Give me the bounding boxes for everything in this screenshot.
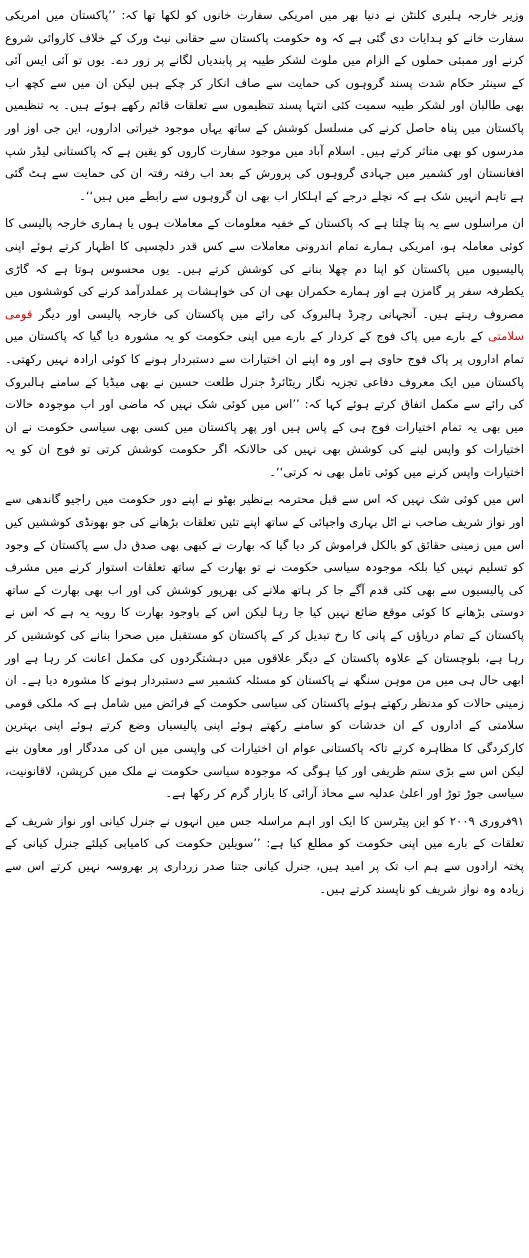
paragraph-2-text-before: ان مراسلوں سے یہ پتا چلتا ہے کہ پاکستان کے خفیہ معلومات کے معاملات ہوں یا ہماری خارجہ پالیسی کا کوئی معاملہ ہو، امریکی ہمارے تمام اندرونی معاملات سے کس قدر دلچسپی کا اظہار کرتے ہوئے اپنی پالیسیوں میں پاکستان کو اپنا دم چھلا بنانے کی کوشش کرتے ہیں۔ یوں محسوس ہوتا ہے کہ گاڑی یکطرفہ سفر پر گامزن ہے اور ہمارے حکمران بھی ان کی خواہشات پر عملدرآمد کرنے کی کوششوں میں مصروف رہتے ہیں۔ آنجہانی رچرڈ ہالبروک کی رائے میں پاکستان کی خارجہ پالیسی اور دیگر: [5, 216, 524, 321]
article-paragraph-2: [5, 212, 524, 483]
article-paragraph-1: وزیر خارجہ ہلیری کلنٹن نے دنیا بھر میں امریکی سفارت خانوں کو لکھا تھا کہ: ’’پاکستان میں امریکی سفارت خانے کو ہدایات دی گئی ہے کہ وہ حکومت پاکستان سے حقانی نیٹ ورک کے خلاف کاروائی شروع کرنے اور ممبئی حملوں کے الزام میں ملوث لشکر طیبہ پر پابندیاں لگانے پر زور دے۔ یوں تو آئی ایس آئی کے سینئر حکام شدت پسند گروہوں کی حمایت سے صاف انکار کر چکے ہیں لیکن ان میں سے کچھ اب بھی طالبان اور لشکر طیبہ سمیت کئی انتہا پسند تنظیموں سے تعلقات قائم رکھے ہوئے ہیں۔ یہ تنظیمیں پاکستان میں پناہ حاصل کرنے کی مسلسل کوشش کے ساتھ یہاں موجود خیراتی اداروں، این جی اوز اور مدرسوں کو بھی متاثر کرتے ہیں۔ اسلام آباد میں موجود سفارت کاروں کو یقین ہے کہ پاکستانی لیڈر شپ افغانستان اور کشمیر میں جہادی گروہوں کی پرورش کے بعد اب رفتہ رفتہ ان کی حمایت سے ہٹ گئی ہے تاہم انہیں شک ہے کہ نچلے درجے کے اہلکار اب بھی ان گروہوں سے رابطے میں ہیں‘‘۔: [5, 8, 524, 203]
paragraph-2-text-after: کے بارے میں پاک فوج کے کردار کے بارے میں اپنی حکومت کو یہ مشورہ دیا گیا کہ پاکستان میں تمام اداروں پر پاک فوج حاوی ہے اور وہ اپنے ان اختیارات سے دستبردار ہونے کا کوئی ارادہ نہیں رکھتی۔ پاکستان میں ایک معروف دفاعی تجزیہ نگار ریٹائرڈ جنرل طلعت حسین نے بھی میڈیا کے سامنے ہالبروک کی رائے سے مکمل اتفاق کرتے ہوئے کہا کہ: ’’اس میں کوئی شک نہیں کہ ماضی اور اب موجودہ حالات میں بھی یہ تمام اختیارات فوج ہی کے پاس ہیں اور پھر پاکستان میں کسی بھی سیاسی حکومت نے ان اختیارات کو واپس لینے کی کوشش بھی نہیں کی حالانکہ اگر حکومت کوشش کرتی تو فوج ان کو یہ اختیارات واپس کرنے میں کوئی تامل بھی نہ کرتی‘‘۔: [5, 329, 524, 479]
highlighted-link-national-security[interactable]: قومی سلامتی: [5, 306, 524, 344]
article-paragraph-3: اس میں کوئی شک نہیں کہ اس سے قبل محترمہ بےنظیر بھٹو نے اپنے دور حکومت میں راجیو گاندھی سے اور نواز شریف صاحب نے اٹل بہاری واجپائی کے ساتھ اپنے تئیں تعلقات بڑھانے کی جو بھونڈی کوششیں کیں اس میں زمینی حقائق کو بالکل فراموش کر دیا گیا کہ بھارت نے کبھی بھی صدق دل سے پاکستان کے وجود کو تسلیم نہیں کیا بلکہ موجودہ سیاسی حکومت نے تو بھارت کے ساتھ تعلقات استوار کرنے میں مشرف کی پالیسیوں سے بھی کئی قدم آگے جا کر ہاتھ ملانے کی بھرپور کوشش کی اور اب بھی بھارت کے ساتھ دوستی بڑھانے کا کوئی موقع ضائع نہیں کیا جا رہا لیکن اس کے باوجود بھارت کا رویہ یہ ہے کہ اس نے پاکستان کے تمام دریاؤں کے پانی کا رخ تبدیل کر کے پاکستان کو مستقبل میں صحرا بنانے کی کوششیں کر رہا ہے، بلوچستان کے علاوہ پاکستان کے دیگر علاقوں میں دہشتگردوں کی مکمل اعانت کر رہا ہے اور ابھی حال ہی میں من موہن سنگھ نے پاکستان کو مسئلہ کشمیر سے دستبردار ہونے کا مشورہ دیا ہے۔ ان زمینی حالات کو مدنظر رکھتے ہوئے پاکستان کی سیاسی حکومت کے فرائض میں شامل ہے کہ ملکی قومی سلامتی کے اداروں کے ان خدشات کو سامنے رکھتے ہوئے اپنی پالیسیاں وضع کرتے ہوئے اپنی بہترین کارکردگی کا مظاہرہ کرتے تاکہ پاکستانی عوام ان اختیارات کی واپسی میں ان کی مددگار اور معاون بنے لیکن اس سے بڑی ستم ظریفی اور کیا ہوگی کہ موجودہ سیاسی حکومت نے ملک میں کرپشن، لاقانونیت، سیاسی جوڑ توڑ اور اعلیٰ عدلیہ سے محاذ آرائی کا بازار گرم کر رکھا ہے۔: [5, 492, 524, 801]
article-paragraph-4: ۹۱فروری ۲۰۰۹ کو این پیٹرسن کا ایک اور اہم مراسلہ جس میں انہوں نے جنرل کیانی اور نواز شریف کے تعلقات کے بارے میں اپنی حکومت کو مطلع کیا ہے: ’’سویلین حکومت کی کامیابی کیلئے جنرل کیانی کے پختہ ارادوں سے ہم اب تک پر امید ہیں، جنرل کیانی جتنا صدر زرداری پر بھروسہ نہیں کرتے اس سے زیادہ وہ نواز شریف کو ناپسند کرتے ہیں۔: [5, 813, 524, 896]
